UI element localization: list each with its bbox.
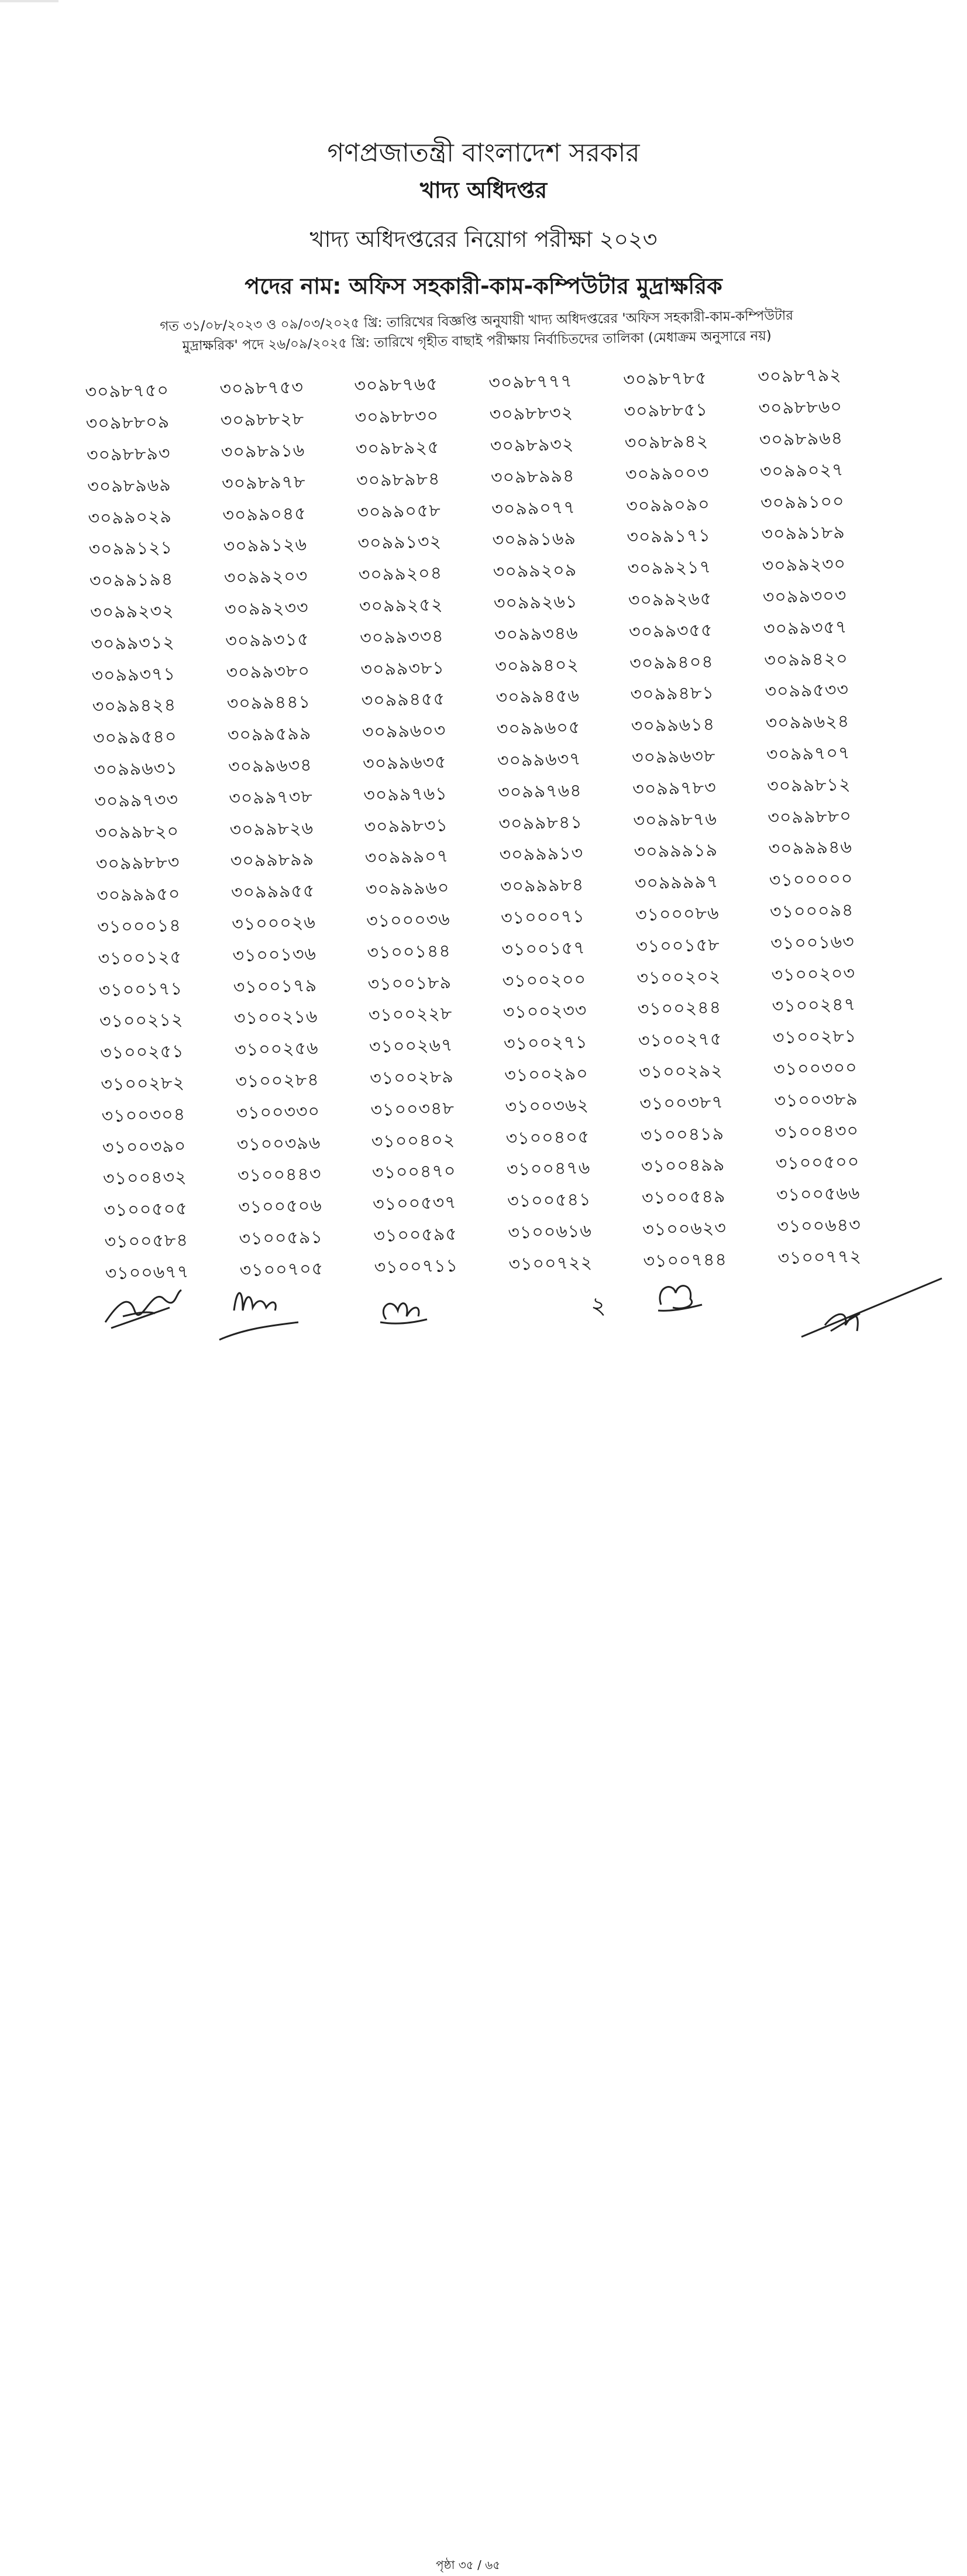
roll-number-cell: ৩১০০১৭৯ — [233, 975, 318, 998]
roll-number-cell: ৩০৯৯৮৭৬ — [633, 809, 718, 831]
roll-number-cell: ৩০৯৯৪৫৫ — [361, 689, 446, 711]
roll-number-cell: ৩১০০৪১৯ — [640, 1123, 725, 1146]
roll-number-cell: ৩০৯৯৯৮৪ — [500, 875, 584, 897]
page-number: পৃষ্ঠা ৩৫ / ৬৫ — [436, 2558, 501, 2572]
roll-number-cell: ৩০৯৯৯১৯ — [634, 840, 718, 863]
roll-number-cell: ৩০৯৯৭৩৩ — [94, 789, 179, 812]
roll-number-cell: ৩১০০২৩৩ — [503, 1000, 587, 1023]
roll-number-cell: ৩০৯৮৭৯২ — [757, 365, 842, 388]
department-title: খাদ্য অধিদপ্তর — [419, 177, 548, 203]
roll-number-cell: ৩১০০৭৭২ — [777, 1246, 862, 1269]
roll-number-cell: ৩০৯৮৯৯৪ — [490, 465, 575, 489]
roll-number-cell: ৩১০০০৯৪ — [769, 900, 854, 923]
roll-number-cell: ৩১০০৪৪৩ — [237, 1164, 322, 1186]
roll-number-cell: ৩০৯৯৯৬০ — [365, 878, 450, 900]
roll-number-cell: ৩১০০২৮৯ — [369, 1066, 455, 1089]
roll-number-cell: ৩১০০২২৮ — [368, 1003, 453, 1026]
roll-number-cell: ৩০৯৯৪০৪ — [629, 651, 714, 674]
roll-number-cell: ৩১০০৫৯১ — [239, 1227, 324, 1250]
roll-number-cell: ৩১০০৫৪৯ — [641, 1186, 726, 1209]
roll-number-cell: ৩১০০২০০ — [502, 969, 587, 992]
notice-line-1: গত ৩১/০৮/২০২৩ ও ০৯/০৩/২০২৫ খ্রি: তারিখের বিজ্ঞপ্তি অনুযায়ী খাদ্য অধিদপ্তরের 'অফিস সহকারী-কাম-কম্পিউটার — [160, 308, 794, 335]
roll-number-cell: ৩০৯৯৩৫৭ — [763, 617, 848, 639]
roll-number-cell: ৩১০০২১৬ — [233, 1006, 318, 1029]
roll-number-cell: ৩০৯৯১২১ — [88, 538, 173, 560]
roll-number-cell: ৩০৯৯৩৫৫ — [628, 620, 713, 642]
roll-number-cell: ৩১০০২৬৭ — [369, 1035, 453, 1058]
roll-number-cell: ৩১০০২৭১ — [503, 1031, 588, 1055]
roll-number-cell: ৩০৯৯৬৩৭ — [497, 748, 581, 772]
roll-number-cell: ৩১০০৫৮৪ — [104, 1230, 189, 1253]
roll-number-cell: ৩০৯৯২৬৫ — [628, 588, 713, 611]
roll-number-cell: ৩০৯৯৯০৭ — [364, 846, 449, 869]
roll-number-cell: ৩০৯৯৫৩৩ — [765, 679, 849, 703]
roll-number-cell: ৩১০০২১২ — [99, 1009, 184, 1033]
roll-number-cell: ৩০৯৯৬২৪ — [765, 711, 850, 734]
roll-number-cell: ৩০৯৯৬৩৮ — [631, 745, 716, 768]
roll-number-cell: ৩০৯৯৩০৩ — [762, 585, 847, 608]
roll-number-cell: ৩১০০০১৪ — [97, 915, 182, 938]
roll-number-cell: ৩০৯৯৯৫৫ — [230, 881, 315, 903]
roll-number-cell: ৩১০০৫০০ — [775, 1151, 860, 1174]
roll-number-cell: ৩১০০১২৫ — [98, 947, 183, 969]
roll-number-cell: ৩০৯৯৮৮৩ — [95, 852, 180, 875]
roll-number-cell: ৩০৯৯৭০৭ — [766, 742, 851, 765]
roll-number-cell: ৩১০০২৯২ — [638, 1060, 724, 1083]
roll-number-cell: ৩০৯৮৯৬৪ — [759, 428, 844, 450]
roll-number-cell: ৩০৯৯৩৭১ — [91, 663, 176, 686]
roll-number-cell: ৩০৯৮৭৬৫ — [354, 374, 439, 397]
roll-number-cell: ৩০৯৯০৭৭ — [491, 497, 576, 520]
roll-number-cell: ৩১০০৪৯৯ — [641, 1154, 725, 1178]
roll-number-cell: ৩১০০০৮৬ — [635, 903, 720, 926]
roll-number-cell: ৩০৯৯৮৩১ — [364, 814, 449, 837]
notice-text — [99, 305, 855, 358]
roll-number-cell: ৩১০০৩৮৯ — [773, 1089, 859, 1112]
roll-number-cell: ৩১০০৭১১ — [374, 1255, 459, 1278]
roll-number-cell: ৩০৯৯৪২৪ — [92, 694, 177, 718]
roll-number-cell: ৩০৯৯২১৭ — [627, 556, 712, 580]
roll-number-cell: ৩০৯৯৯৪৬ — [768, 837, 853, 860]
roll-number-cell: ৩০৯৮৮০৯ — [85, 411, 170, 435]
roll-number-cell: ৩১০০৪০৫ — [505, 1126, 590, 1149]
roll-number-cell: ৩১০০৩৮৭ — [639, 1092, 724, 1115]
roll-number-cell: ৩১০০৪৭০ — [371, 1161, 456, 1184]
roll-number-cell: ৩০৯৯৮৯৯ — [230, 849, 315, 872]
roll-number-cell: ৩০৯৯০৪৫ — [222, 503, 307, 526]
roll-number-table — [85, 359, 913, 1290]
roll-number-cell: ৩১০০৩৬২ — [505, 1095, 590, 1117]
initial-mark: ২ — [591, 1292, 607, 1319]
roll-number-cell: ৩০৯৯৮১২ — [766, 774, 851, 797]
roll-number-cell: ৩১০০২৪৭ — [772, 994, 856, 1017]
roll-number-cell: ৩০৯৯৩৮১ — [360, 657, 445, 680]
roll-number-cell: ৩০৯৯২৩০ — [762, 553, 846, 576]
roll-number-cell: ৩০৯৯০৫৮ — [356, 500, 442, 523]
scan-edge-mark — [0, 0, 58, 2]
roll-number-cell: ৩১০০২৫৬ — [234, 1038, 319, 1061]
roll-number-cell: ৩১০০১৬৩ — [770, 931, 855, 954]
roll-number-cell: ৩১০০২০৩ — [771, 962, 856, 986]
roll-number-cell: ৩০৯৯৪৪১ — [226, 692, 311, 714]
roll-number-cell: ৩১০০৩৯৬ — [236, 1132, 321, 1155]
signature-5 — [790, 1255, 948, 1349]
roll-number-cell: ৩০৯৯৯৫০ — [96, 883, 181, 906]
roll-number-cell: ৩০৯৯১৭১ — [627, 525, 711, 548]
roll-number-cell: ৩০৯৯৬৩৪ — [228, 755, 312, 778]
roll-number-cell: ৩০৯৯৮৮০ — [767, 806, 852, 828]
roll-number-cell: ৩০৯৮৯২৫ — [355, 437, 440, 460]
roll-number-cell: ৩০৯৯২০৪ — [358, 563, 443, 586]
roll-number-cell: ৩০৯৯৮৪১ — [498, 811, 583, 834]
roll-number-cell: ৩১০০৬১৬ — [507, 1220, 593, 1243]
roll-number-cell: ৩১০০২৪৪ — [637, 997, 722, 1020]
roll-number-cell: ৩০৯৯১৩২ — [357, 531, 442, 554]
roll-number-cell: ৩০৯৯৬০৩ — [362, 720, 446, 743]
roll-number-cell: ৩০৯৯২৬১ — [493, 591, 578, 614]
roll-number-cell: ৩০৯৯০৯০ — [625, 494, 711, 517]
roll-number-cell: ৩০৯৯১২৬ — [223, 534, 308, 558]
roll-number-cell: ৩০৯৯২০৩ — [223, 566, 308, 589]
roll-number-cell: ৩১০০০০০ — [769, 868, 854, 891]
roll-number-cell: ৩০৯৯০০৩ — [625, 462, 710, 485]
signature-4 — [649, 1275, 708, 1322]
roll-number-cell: ৩০৯৮৭৭৭ — [488, 371, 573, 394]
roll-number-cell: ৩১০০৭৪৪ — [643, 1249, 728, 1272]
roll-number-cell: ৩০৯৮৮৬০ — [758, 396, 843, 419]
roll-number-cell: ৩১০০০৭১ — [500, 906, 585, 929]
roll-number-cell: ৩০৯৯৭৬১ — [363, 783, 448, 806]
roll-number-cell: ৩০৯৯৬৩৫ — [362, 752, 447, 775]
roll-number-cell: ৩১০০২৭৫ — [638, 1029, 722, 1051]
roll-number-cell: ৩১০০০৩৬ — [366, 909, 451, 932]
roll-number-cell: ৩১০০৩০৪ — [101, 1104, 186, 1127]
roll-number-cell: ৩০৯৯১০০ — [760, 491, 845, 514]
roll-number-cell: ৩০৯৯৯১৩ — [499, 843, 584, 866]
government-title: গণপ্রজাতন্ত্রী বাংলাদেশ সরকার — [327, 138, 640, 168]
notice-line-2: মুদ্রাক্ষরিক' পদে ২৬/০৯/২০২৫ খ্রি: তারিখে গৃহীত বাছাই পরীক্ষায় নির্বাচিতদের তালিকা (মেধাক্রম অনুসারে নয়) — [182, 328, 772, 354]
roll-number-cell: ৩০৯৯৫৪০ — [92, 726, 177, 749]
roll-number-cell: ৩১০০৭২২ — [508, 1252, 593, 1275]
roll-number-cell: ৩১০০১৩৬ — [232, 944, 317, 967]
roll-number-cell: ৩১০০৫০৫ — [103, 1198, 188, 1221]
roll-number-cell: ৩১০০২৮১ — [772, 1026, 857, 1048]
roll-number-cell: ৩০৯৯৪৮১ — [630, 683, 715, 706]
roll-number-cell: ৩০৯৯০২৭ — [759, 459, 844, 482]
roll-number-cell: ৩০৯৯৪৫৬ — [495, 686, 580, 709]
roll-number-cell: ৩১০০৩০০ — [773, 1057, 858, 1080]
roll-number-cell: ৩১০০৬২৩ — [642, 1218, 727, 1240]
roll-number-cell: ৩১০০৬৪৩ — [776, 1215, 862, 1237]
roll-number-cell: ৩০৯৯৩৩৪ — [359, 625, 445, 649]
roll-number-cell: ৩১০০৪৭৬ — [506, 1158, 591, 1181]
roll-number-cell: ৩১০০১৪৪ — [367, 940, 452, 964]
roll-number-cell: ৩০৯৯২৩২ — [90, 600, 174, 623]
roll-number-cell: ৩০৯৯৯৯৭ — [634, 871, 719, 895]
post-title: পদের নাম: অফিস সহকারী-কাম-কম্পিউটার মুদ্রাক্ষরিক — [245, 273, 722, 299]
roll-number-cell: ৩১০০৪৩২ — [102, 1167, 187, 1189]
roll-number-cell: ৩০৯৮৯৩২ — [490, 434, 574, 457]
roll-number-cell: ৩০৯৯৩৮০ — [226, 660, 311, 683]
roll-number-cell: ৩১০০৫৬৬ — [776, 1183, 861, 1206]
roll-number-cell: ৩০৯৮৭৫৩ — [219, 377, 304, 400]
roll-number-cell: ৩০৯৮৮৫১ — [624, 400, 708, 422]
roll-number-cell: ৩০৯৮৯১৬ — [221, 440, 305, 463]
roll-number-cell: ৩১০০২৮২ — [101, 1072, 185, 1095]
signature-footer — [0, 1270, 967, 2572]
roll-number-cell: ৩১০০৭০৫ — [239, 1258, 324, 1281]
roll-number-cell: ৩১০০৬৭৭ — [105, 1261, 190, 1284]
roll-number-cell: ৩০৯৯৪২০ — [763, 648, 849, 671]
roll-number-cell: ৩১০০১৫৮ — [635, 934, 721, 957]
roll-number-cell: ৩০৯৮৯৬৯ — [87, 474, 171, 497]
roll-number-cell: ৩১০০৫৩৭ — [372, 1192, 457, 1215]
roll-number-cell: ৩১০০৪০২ — [371, 1129, 456, 1152]
roll-number-cell: ৩০৯৯৩৪৬ — [494, 622, 579, 645]
roll-number-cell: ৩১০০৫৯৫ — [373, 1223, 458, 1247]
exam-title: খাদ্য অধিদপ্তরের নিয়োগ পরীক্ষা ২০২৩ — [309, 226, 658, 252]
roll-number-cell: ৩১০০৩৪৮ — [370, 1098, 455, 1120]
roll-number-cell: ৩০৯৯৮২০ — [95, 821, 180, 844]
roll-number-cell: ৩০৯৯৫৯৯ — [227, 723, 312, 746]
roll-number-cell: ৩০৯৯৩১২ — [90, 632, 175, 655]
signature-3 — [374, 1284, 433, 1331]
roll-number-cell: ৩০৯৮৯৪২ — [624, 431, 709, 454]
roll-number-cell: ৩০৯৯৬০৫ — [496, 717, 581, 740]
roll-number-cell: ৩০৯৯২০৯ — [493, 560, 577, 583]
roll-number-cell: ৩০৯৯১৯৪ — [89, 569, 174, 592]
roll-number-cell: ৩১০০৩৩০ — [236, 1100, 321, 1124]
roll-number-cell: ৩১০০৫০৬ — [238, 1195, 323, 1218]
roll-number-cell: ৩১০০০২৬ — [231, 912, 316, 935]
roll-number-cell: ৩১০০৩৯০ — [102, 1135, 187, 1158]
roll-number-cell: ৩১০০১৭১ — [98, 978, 183, 1001]
roll-number-cell: ৩০৯৯৭৩৮ — [228, 786, 314, 809]
roll-number-cell: ৩০৯৮৮৯৩ — [86, 443, 171, 466]
roll-number-cell: ৩১০০২৫১ — [99, 1041, 185, 1064]
roll-number-cell: ৩০৯৯৬৩১ — [93, 758, 178, 780]
roll-number-cell: ৩১০০১৮৯ — [367, 972, 452, 995]
signature-1 — [99, 1281, 187, 1334]
roll-number-cell: ৩০৯৮৯৮৪ — [356, 469, 441, 491]
roll-number-cell: ৩০৯৮৮৩০ — [355, 405, 439, 428]
roll-number-cell: ৩০৯৯১৬৯ — [492, 528, 577, 551]
roll-number-cell: ৩০৯৯৪০২ — [494, 654, 580, 677]
roll-number-cell: ৩০৯৯২৩৩ — [224, 597, 309, 620]
roll-number-cell: ৩০৯৮৭৫০ — [85, 380, 170, 403]
roll-number-cell: ৩০৯৯৭৮৩ — [632, 777, 717, 800]
roll-number-cell: ৩০৯৮৮৩২ — [489, 403, 574, 425]
roll-number-cell: ৩০৯৯৬১৪ — [631, 714, 715, 737]
roll-number-cell: ৩১০০৪৩০ — [775, 1120, 859, 1143]
roll-number-cell: ৩১০০১৫৭ — [501, 937, 586, 960]
roll-number-cell: ৩০৯৯১৮৯ — [760, 522, 846, 545]
roll-number-cell: ৩১০০২৮৪ — [235, 1069, 320, 1092]
roll-number-cell: ৩০৯৯০২৯ — [88, 506, 173, 529]
signature-2 — [211, 1275, 328, 1346]
roll-number-cell: ৩০৯৯৭৬৪ — [497, 780, 583, 803]
roll-number-cell: ৩০৯৮৭৮৫ — [622, 368, 708, 391]
roll-number-cell: ৩১০০২০২ — [636, 966, 721, 989]
roll-number-cell: ৩০৯৮৯৭৮ — [221, 472, 306, 494]
roll-number-cell: ৩০৯৯২৫২ — [359, 594, 443, 617]
roll-number-cell: ৩০৯৯৩১৫ — [225, 629, 310, 652]
roll-number-cell: ৩০৯৮৮২৮ — [220, 408, 305, 431]
roll-number-cell: ৩০৯৯৮২৬ — [229, 817, 314, 841]
roll-number-cell: ৩১০০২৯০ — [504, 1063, 589, 1086]
roll-number-cell: ৩১০০৫৪১ — [507, 1189, 591, 1212]
